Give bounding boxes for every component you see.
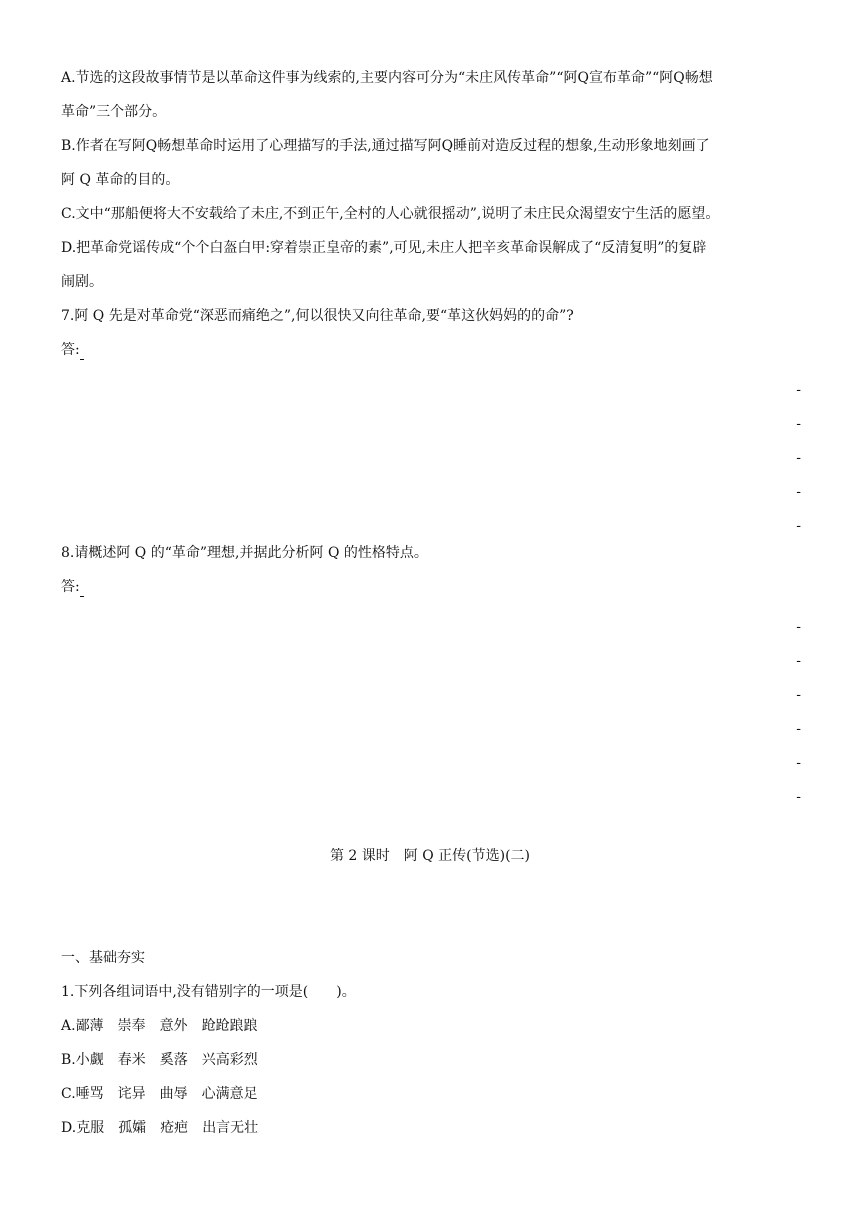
q7-answer-line-mark: - <box>796 416 801 432</box>
q1-option-c <box>61 1084 806 1104</box>
question-8: 8.请概述阿 Q 的“革命”理想,并据此分析阿 Q 的性格特点。 <box>61 545 428 561</box>
q8-answer-line-mark: - <box>796 619 801 635</box>
q1-option-a <box>61 1016 806 1036</box>
option-label: B. <box>61 1052 76 1068</box>
option-word: 曲辱 <box>159 1086 188 1102</box>
option-word: 鄙薄 <box>75 1018 104 1034</box>
question-7: 7.阿 Q 先是对革命党“深恶而痛绝之”,何以很快又向往革命,要“革这伙妈妈的的命”? <box>61 308 574 324</box>
option-word: 意外 <box>159 1018 188 1034</box>
option-word: 唾骂 <box>75 1086 104 1102</box>
option-word: 奚落 <box>159 1052 188 1068</box>
option-label: C. <box>61 1086 76 1102</box>
q7-answer-line-mark: - <box>796 484 801 500</box>
q8-answer-label: 答: <box>61 579 80 595</box>
option-label: A. <box>61 1018 76 1034</box>
q7-answer-line-mark: - <box>796 382 801 398</box>
q7-answer-row <box>61 340 806 360</box>
option-word: 兴高彩烈 <box>201 1052 258 1068</box>
q8-answer-line-mark: - <box>796 755 801 771</box>
option-label: D. <box>61 1120 77 1136</box>
option-b-line-2: 阿 Q 革命的目的。 <box>61 172 180 188</box>
option-word: 出言无壮 <box>202 1120 259 1136</box>
q8-answer-line-mark: - <box>796 687 801 703</box>
option-word: 心满意足 <box>201 1086 258 1102</box>
option-word: 跄跄踉踉 <box>201 1018 258 1034</box>
q8-answer-field[interactable] <box>80 582 84 597</box>
option-word: 疮疤 <box>160 1120 189 1136</box>
option-word: 诧异 <box>117 1086 146 1102</box>
option-word: 崇奉 <box>117 1018 146 1034</box>
q8-answer-line-mark: - <box>796 789 801 805</box>
option-word: 克服 <box>76 1120 105 1136</box>
option-word: 春米 <box>117 1052 146 1068</box>
q8-answer-row <box>61 577 806 597</box>
option-a-line-1: A.节选的这段故事情节是以革命这件事为线索的,主要内容可分为“未庄风传革命”“阿Q宣布革命”“阿Q畅想 <box>61 70 713 86</box>
option-d-line-1: D.把革命党谣传成“个个白盔白甲:穿着崇正皇帝的素”,可见,未庄人把辛亥革命误解成了“反清复明”的复辟 <box>61 240 707 256</box>
option-word: 小觑 <box>75 1052 104 1068</box>
option-c-line-1: C.文中“那船便将大不安载给了未庄,不到正午,全村的人心就很摇动”,说明了未庄民众渴望安宁生活的愿望。 <box>61 206 720 222</box>
lesson-title: 第 2 课时 阿 Q 正传(节选)(二) <box>329 848 531 864</box>
q7-answer-line-mark: - <box>796 450 801 466</box>
option-a-line-2: 革命”三个部分。 <box>61 104 167 120</box>
option-b-line-1: B.作者在写阿Q畅想革命时运用了心理描写的手法,通过描写阿Q睡前对造反过程的想象,生动形象地刻画了 <box>61 138 710 154</box>
option-d-line-2: 闹剧。 <box>61 274 103 290</box>
question-1: 1.下列各组词语中,没有错别字的一项是( )。 <box>61 984 356 1000</box>
option-word: 孤孀 <box>118 1120 147 1136</box>
q7-answer-label: 答: <box>61 342 80 358</box>
section-heading: 一、基础夯实 <box>61 950 145 966</box>
q7-answer-field[interactable] <box>80 345 84 360</box>
q8-answer-line-mark: - <box>796 653 801 669</box>
q8-answer-line-mark: - <box>796 721 801 737</box>
q7-answer-line-mark: - <box>796 518 801 534</box>
q1-option-d <box>61 1118 806 1138</box>
q1-option-b <box>61 1050 806 1070</box>
